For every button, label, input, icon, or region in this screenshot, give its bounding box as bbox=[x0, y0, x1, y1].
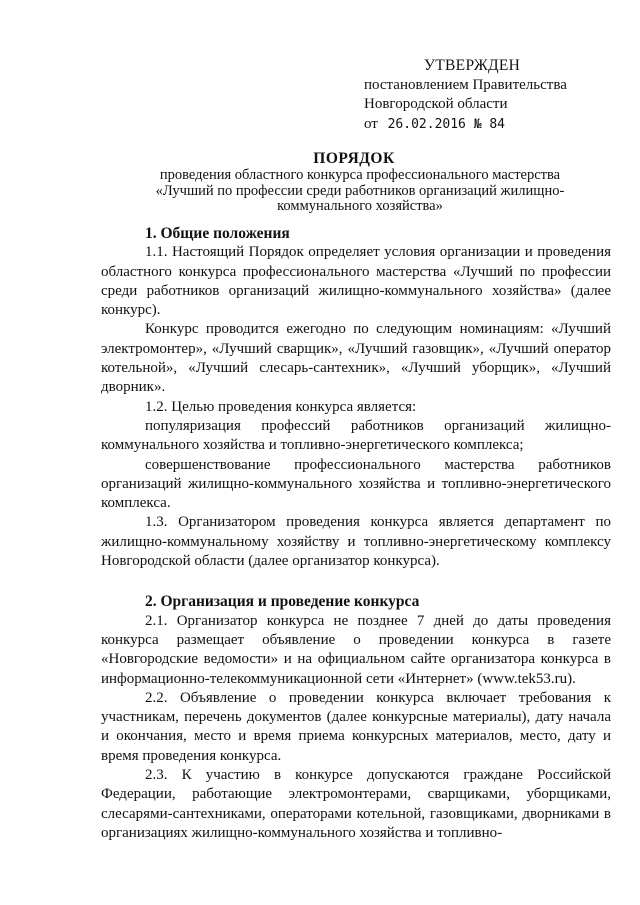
document-subtitle bbox=[140, 168, 580, 215]
approval-line-1: постановлением Правительства bbox=[364, 76, 567, 93]
approval-line-2: Новгородской области bbox=[364, 96, 508, 112]
section-2-heading: 2. Организация и проведение конкурса bbox=[145, 593, 420, 611]
paragraph-2-3: 2.3. К участию в конкурсе допускаются граждане Российской Федерации, работающие электромонтерами, сварщиками, уборщиками, слесарями-сантехниками, операторами котельной, газовщиками, дворниками в организациях жилищно-коммунального хозяйства и топливно- bbox=[101, 767, 611, 841]
document-body bbox=[101, 224, 611, 843]
subtitle-line-1: проведения областного конкурса профессионального мастерства bbox=[159, 167, 561, 183]
approval-heading: УТВЕРЖДЕН bbox=[424, 57, 521, 74]
document-title: ПОРЯДОК bbox=[313, 150, 395, 167]
subtitle-line-3: коммунального хозяйства» bbox=[277, 198, 443, 214]
paragraph-2-2: 2.2. Объявление о проведении конкурса включает требования к участникам, перечень документов (далее конкурсные материалы), дату начала и окончания, место и время приема конкурсных материалов, место, дату и время проведения конкурса. bbox=[101, 689, 611, 764]
paragraph-1-1: 1.1. Настоящий Порядок определяет условия организации и проведения областного конкурса профессионального мастерства «Лучший по профессии среди работников организаций жилищно-коммунального хозяйства» (далее конкурс). bbox=[101, 244, 611, 319]
subtitle-line-2: «Лучший по профессии среди работников организаций жилищно- bbox=[155, 182, 565, 199]
paragraph-nominations: Конкурс проводится ежегодно по следующим номинациям: «Лучший электромонтер», «Лучший сварщик», «Лучший газовщик», «Лучший оператор котельной», «Лучший слесарь-сантехник», «Лучший уборщик», «Лучший дворник». bbox=[101, 321, 611, 396]
approval-date-stamp: 26.02.2016 № 84 bbox=[387, 116, 506, 132]
section-1-heading: 1. Общие положения bbox=[145, 225, 290, 242]
approval-block bbox=[364, 56, 567, 134]
paragraph-goal-improvement: совершенствование профессионального мастерства работников организаций жилищно-коммунального хозяйства и топливно-энергетического комплекса. bbox=[101, 456, 611, 512]
paragraph-2-1: 2.1. Организатор конкурса не позднее 7 дней до даты проведения конкурса размещает объявление о проведении конкурса в газете «Новгородские ведомости» и на официальном сайте организатора конкурса в информационно-телекоммуникационной сети «Интернет» (www.tek53.ru). bbox=[101, 612, 611, 687]
paragraph-1-3: 1.3. Организатором проведения конкурса является департамент по жилищно-коммунальному хозяйству и топливно-энергетическому комплексу Новгородской области (далее организатор конкурса). bbox=[101, 514, 611, 570]
paragraph-1-2: 1.2. Целью проведения конкурса является: bbox=[145, 398, 417, 415]
approval-date-prefix: от bbox=[364, 115, 378, 132]
approval-date bbox=[364, 115, 567, 135]
paragraph-goal-popularization: популяризация профессий работников организаций жилищно-коммунального хозяйства и топливно-энергетического комплекса; bbox=[101, 417, 611, 454]
